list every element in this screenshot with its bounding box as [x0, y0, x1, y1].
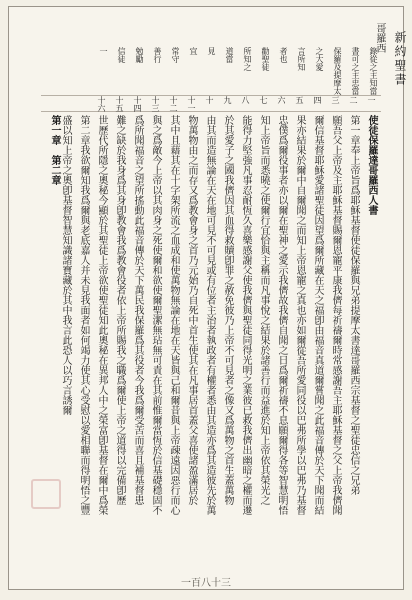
verse-number: 十: [205, 96, 214, 104]
verse-number-row: [41, 95, 381, 112]
verse-number: 十三: [151, 96, 160, 112]
verse-number: 五: [295, 96, 304, 104]
margin-note: 宜: [189, 47, 198, 55]
verse-number: 十六: [97, 96, 106, 112]
verse-number: 七: [259, 96, 268, 104]
text-column: 果亦結果於爾中自爾聞之而知上帝恩寵之真也亦如爾從吾所愛同役以巴弗所學以巴弗乃基督: [294, 115, 305, 515]
verse-number: 十五: [115, 96, 124, 112]
verse-number: 十四: [133, 96, 142, 112]
margin-note: 保羅及提摩太: [333, 47, 342, 95]
text-column: 其中且藉其在十字架所流之血成和使萬物無論在地在天皆與己和爾昔與上帝疎遠因惡行而心: [168, 115, 179, 515]
margin-note: 勸聖徒: [261, 47, 270, 71]
margin-note: 者也: [279, 47, 288, 63]
margin-note: 善行: [153, 47, 162, 63]
margin-note: 信徒: [117, 47, 126, 63]
text-column: 第一章奉上帝旨爲耶穌基督使徒保羅與兄弟提摩太書達哥羅西宗基督之聖徒忠信之兄弟: [348, 115, 359, 495]
verse-number: 二: [349, 96, 358, 104]
verse-number: 八: [241, 96, 250, 104]
margin-note: 言所知: [297, 47, 306, 71]
page-number: 一百八十三: [181, 578, 231, 589]
text-column: 使徒保羅達哥羅西人書: [366, 115, 377, 215]
margin-note: 所知之: [243, 47, 252, 71]
text-column: 爲所聞福音之望所搖動此福音傳於天下萬民我保羅爲其役者今我爲爾受苦而喜且補基督患: [132, 115, 143, 505]
verse-number: 九: [223, 96, 232, 104]
margin-note: 見: [207, 47, 216, 55]
text-column: 能得力堅強凡事忍耐恆久喜樂感謝父使我儕與聖徒同得光明之業彼已救我儕出幽暗之權而遷: [240, 115, 251, 515]
text-column: 爾信基督耶穌愛諸聖徒因望爲爾所藏在天之福卽由福音真道爾嘗聞之此福音傳於天下聞而結: [312, 115, 323, 515]
chapter-title: 哥羅西: [374, 23, 385, 53]
margin-note: 錄從之主知當: [369, 47, 378, 95]
text-column: 難之缺於我身爲其身卽教會我爲教會役者依上帝所賜我之職爲爾使上帝之道得以完備卽歷: [114, 115, 125, 505]
text-column: 知上帝旨而悉曉之使爾行宜恰與主稱而凡事悅之結果於諸善行而益進於知上帝依其榮光之: [258, 115, 269, 505]
verse-number: 三: [331, 96, 340, 104]
text-column: 於其愛子之國我儕因其血得救贖卽罪之赦免彼乃上帝不可見者之像又爲萬物之首生蓋萬物: [222, 115, 233, 505]
margin-note: 常守: [171, 47, 180, 63]
text-column: 世歷代所隱之奧秘今顯於其聖徒上帝欲使聖徒知此奧秘在異邦人中之榮富卽基督在爾中爲榮: [96, 115, 107, 515]
margin-notes: [41, 41, 381, 96]
verse-number: 十二: [169, 96, 178, 112]
margin-note: 勉勵: [135, 47, 144, 63]
verse-number: 六: [277, 96, 286, 104]
margin-note: 道當: [225, 47, 234, 63]
text-column: 物萬物由之而存又爲教會身之首乃元始乃自死中首生使其在凡事居首蓋父喜使諸盈滿居於: [186, 115, 197, 505]
verse-number: 一: [367, 96, 376, 104]
page-frame: [8, 6, 407, 590]
verse-number: 四: [313, 96, 322, 104]
text-body: [41, 111, 381, 565]
text-column: 第二章我欲爾知我爲爾與老底嘉人并未見我面者如何竭力使其心受慰以愛相聯而得明悟之豐: [78, 115, 89, 515]
book-title: 新約聖書: [393, 31, 407, 87]
text-column: 由其而造無論在天在地可見不可見或有位者主治者執政者有權者悉由其造亦爲其造彼先於萬: [204, 115, 215, 515]
margin-note: 書可之主忠當: [351, 47, 360, 95]
margin-note: 一: [99, 47, 108, 55]
text-column: 願吾父上帝及主耶穌基督賜爾恩寵平康我儕每祈禱爾時常感謝吾主耶穌基督之父上帝我儕聞: [330, 115, 341, 515]
chapter-subtitle: 第一章 第二章: [49, 115, 60, 185]
verse-number: 十一: [187, 96, 196, 112]
seal-stamp: [31, 479, 61, 509]
margin-note: 之大愛: [315, 47, 324, 71]
text-column: 忠僕爲爾役事者亦以爾在聖神之愛示我儕故我儕自聞之日爲爾祈禱不息願爾得各等智慧明悟: [276, 115, 287, 515]
text-column: 與之爲敵今上帝以其肉身之死使爾和欲使爾聖潔無玷無可責在其前惟爾當恆於信基礎穩固不: [150, 115, 161, 515]
text-column: 盛以知上帝之奧卽基督智慧知識諸寶藏於其中我言此恐人以巧言誘爾: [60, 115, 71, 415]
